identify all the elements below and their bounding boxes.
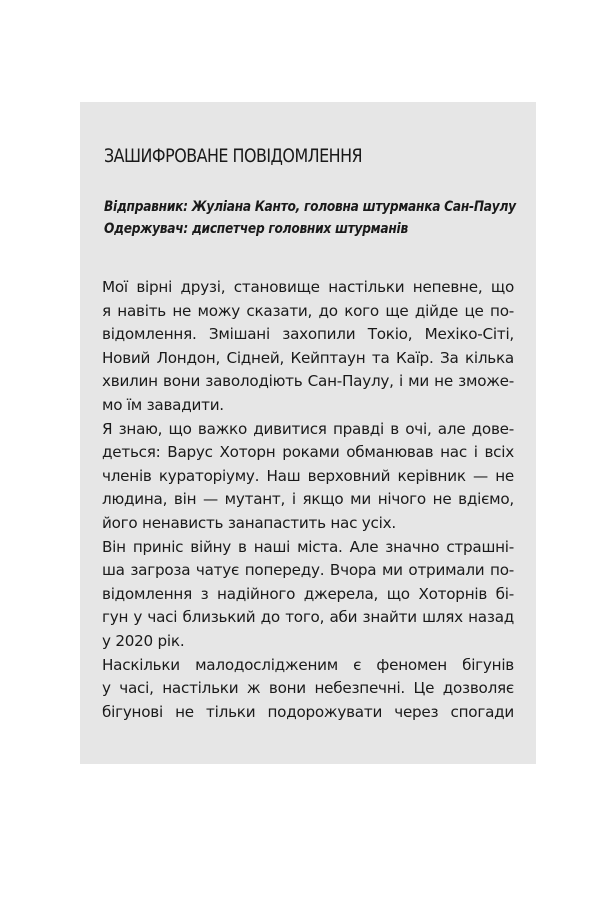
body-line: Наскільки малодослідженим є феномен бігунів [102, 655, 514, 674]
message-panel [80, 102, 536, 764]
body-line: Новий Лондон, Сідней, Кейптаун та Каїр. За кілька [102, 348, 514, 367]
message-meta [104, 196, 516, 240]
body-line: Я знаю, що важко дивитися правді в очі, але дове- [102, 419, 514, 438]
body-line: Мої вірні друзі, становище настільки непевне, що [102, 278, 514, 296]
message-body [102, 276, 514, 724]
body-line: деться: Варус Хоторн роками обманював нас і всіх [102, 443, 514, 462]
body-line: його ненависть занапастить нас усіх. [102, 513, 396, 532]
body-line: хвилин вони заволодіють Сан-Паулу, і ми не зможе- [102, 372, 514, 391]
body-line: у 2020 рік. [102, 631, 185, 650]
body-line: я навіть не можу сказати, до кого ще дійде це по- [102, 301, 514, 320]
body-line: людина, він — мутант, і якщо ми нічого не вдіємо, [102, 490, 514, 509]
recipient-line: Одержувач: диспетчер головних штурманів [104, 221, 408, 237]
body-line: гун у часі близький до того, аби знайти шлях назад [102, 608, 514, 627]
body-line: бігунові не тільки подорожувати через спогади [102, 702, 514, 721]
body-line: відомлення. Змішані захопили Токіо, Мехіко-Сіті, [102, 325, 514, 344]
body-line: Він приніс війну в наші міста. Але значно страшні- [102, 537, 514, 556]
body-line: відомлення з надійного джерела, що Хоторнів бі- [102, 584, 514, 603]
message-heading: ЗАШИФРОВАНЕ ПОВІДОМЛЕННЯ [104, 146, 363, 167]
body-line: членів кураторіуму. Наш верховний керівник — не [102, 466, 514, 485]
sender-line: Відправник: Жуліана Канто, головна штурманка Сан-Паулу [104, 199, 516, 215]
body-line: у часі, настільки ж вони небезпечні. Це дозволяє [102, 679, 514, 698]
body-line: мо їм завадити. [102, 395, 224, 414]
body-line: ша загроза чатує попереду. Вчора ми отримали по- [102, 561, 514, 580]
